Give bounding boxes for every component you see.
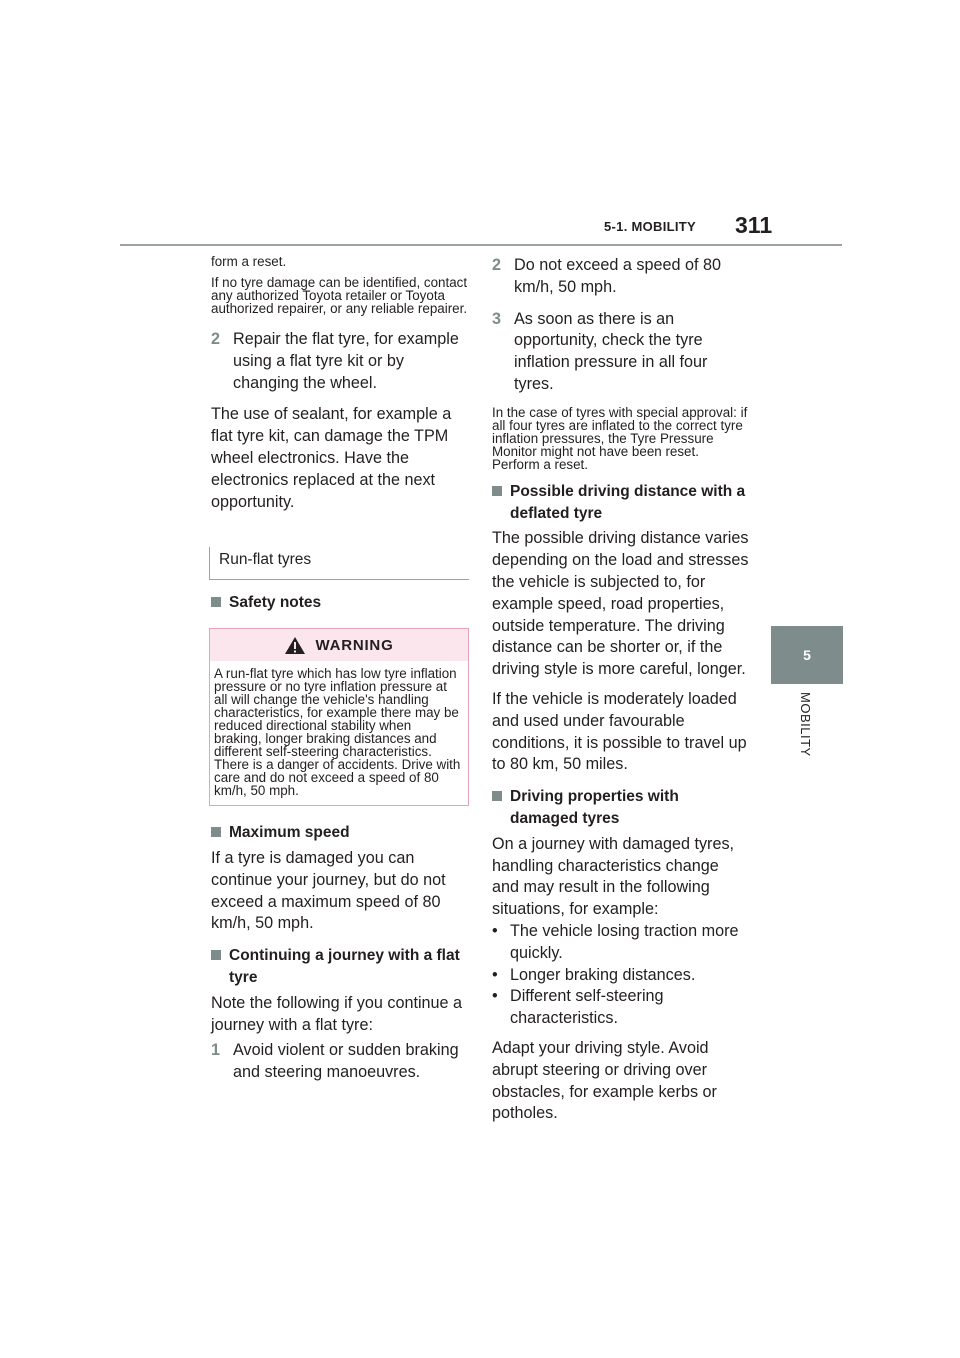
bullet-dot-icon: • <box>492 987 498 1006</box>
heading-continuing <box>211 945 469 989</box>
heading-text: Possible driving distance with a deflated tyre <box>510 482 746 522</box>
list-item-text: The vehicle losing traction more quickly. <box>510 921 739 962</box>
list-item-text: Longer braking distances. <box>510 965 696 984</box>
step-number: 2 <box>492 256 502 274</box>
paragraph-continuing: Note the following if you continue a journey with a flat tyre: <box>211 993 463 1034</box>
heading-damaged-tyres <box>492 786 750 830</box>
step-number: 1 <box>211 1041 221 1060</box>
warning-text: A run-flat tyre which has low tyre inflation pressure or no tyre inflation pressure at all will change the vehicle's handling characteristics, for example there may be reduced directional stability when braking, longer braking distances and different self-steering characteristics. There is a danger of accidents. Drive with care and do not exceed a speed of 80 km/h, 50 mph. <box>214 666 461 799</box>
square-bullet-icon <box>211 950 221 960</box>
chapter-tab-label: MOBILITY <box>798 692 813 757</box>
chapter-tab-number: 5 <box>803 647 811 663</box>
step-item <box>492 255 750 299</box>
left-column <box>211 255 469 1084</box>
heading-text: Maximum speed <box>229 824 350 842</box>
square-bullet-icon <box>211 827 221 837</box>
step-text: As soon as there is an opportunity, check the tyre inflation pressure in all four tyres. <box>514 309 708 393</box>
heading-text: Safety notes <box>229 594 322 612</box>
paragraph-special-approval: In the case of tyres with special approval: if all four tyres are inflated to the correct tyre inflation pressures, the Tyre Pressure Monitor might not have been reset. Perform a reset. <box>492 404 748 472</box>
paragraph-moderate-load: If the vehicle is moderately loaded and used under favourable conditions, it is possible to travel up to 80 km, 50 miles. <box>492 689 747 774</box>
paragraph-reset: form a reset. <box>211 254 287 269</box>
heading-text: Continuing a journey with a flat tyre <box>229 947 460 986</box>
runflat-title: Run-flat tyres <box>219 551 312 569</box>
step-number: 3 <box>492 309 502 328</box>
step-text: Repair the flat tyre, for example using a flat tyre kit or by changing the wheel. <box>233 330 459 392</box>
warning-box <box>209 628 469 806</box>
runflat-box <box>209 547 469 580</box>
chapter-tab <box>771 626 843 684</box>
step-number: 2 <box>211 330 221 348</box>
warning-header <box>210 629 468 661</box>
list-item <box>492 965 750 987</box>
paragraph-max-speed: If a tyre is damaged you can continue your journey, but do not exceed a maximum speed of 80 km/h, 50 mph. <box>211 848 446 933</box>
paragraph-damaged: On a journey with damaged tyres, handling characteristics change and may result in the following situations, for example: <box>492 834 735 919</box>
paragraph-distance: The possible driving distance varies depending on the load and stresses the vehicle is subjected to, for example speed, road properties, outside temperature. The driving distance can be shorter or, if the driving style is more careful, longer. <box>492 529 749 679</box>
warning-triangle-icon <box>284 636 306 655</box>
list-item-text: Different self-steering characteristics. <box>510 987 664 1028</box>
paragraph-no-damage: If no tyre damage can be identified, contact any authorized Toyota retailer or Toyota authorized repairer, or any reliable repairer. <box>211 275 468 316</box>
step-item <box>211 1040 469 1084</box>
heading-driving-distance <box>492 481 750 525</box>
bullet-dot-icon: • <box>492 921 498 940</box>
square-bullet-icon <box>492 486 502 496</box>
square-bullet-icon <box>492 791 502 801</box>
heading-safety-notes <box>211 592 469 614</box>
paragraph-sealant: The use of sealant, for example a flat tyre kit, can damage the TPM wheel electronics. Have the electronics replaced at the next opportunity. <box>211 405 452 511</box>
section-title: 5-1. MOBILITY <box>604 219 697 234</box>
header-divider <box>120 244 842 246</box>
page-number: 311 <box>735 212 773 238</box>
bullet-dot-icon: • <box>492 965 498 984</box>
heading-text: Driving properties with damaged tyres <box>510 788 679 827</box>
square-bullet-icon <box>211 597 221 607</box>
paragraph-adapt: Adapt your driving style. Avoid abrupt steering or driving over obstacles, for example kerbs or potholes. <box>492 1038 717 1123</box>
list-item <box>492 986 750 1030</box>
heading-maximum-speed <box>211 822 469 844</box>
step-item <box>492 309 750 396</box>
step-item <box>211 329 469 394</box>
step-text: Avoid violent or sudden braking and steering manoeuvres. <box>233 1041 459 1082</box>
warning-title: WARNING <box>315 636 394 654</box>
list-item <box>492 921 750 965</box>
right-column <box>492 255 750 1125</box>
step-text: Do not exceed a speed of 80 km/h, 50 mph. <box>514 256 721 296</box>
